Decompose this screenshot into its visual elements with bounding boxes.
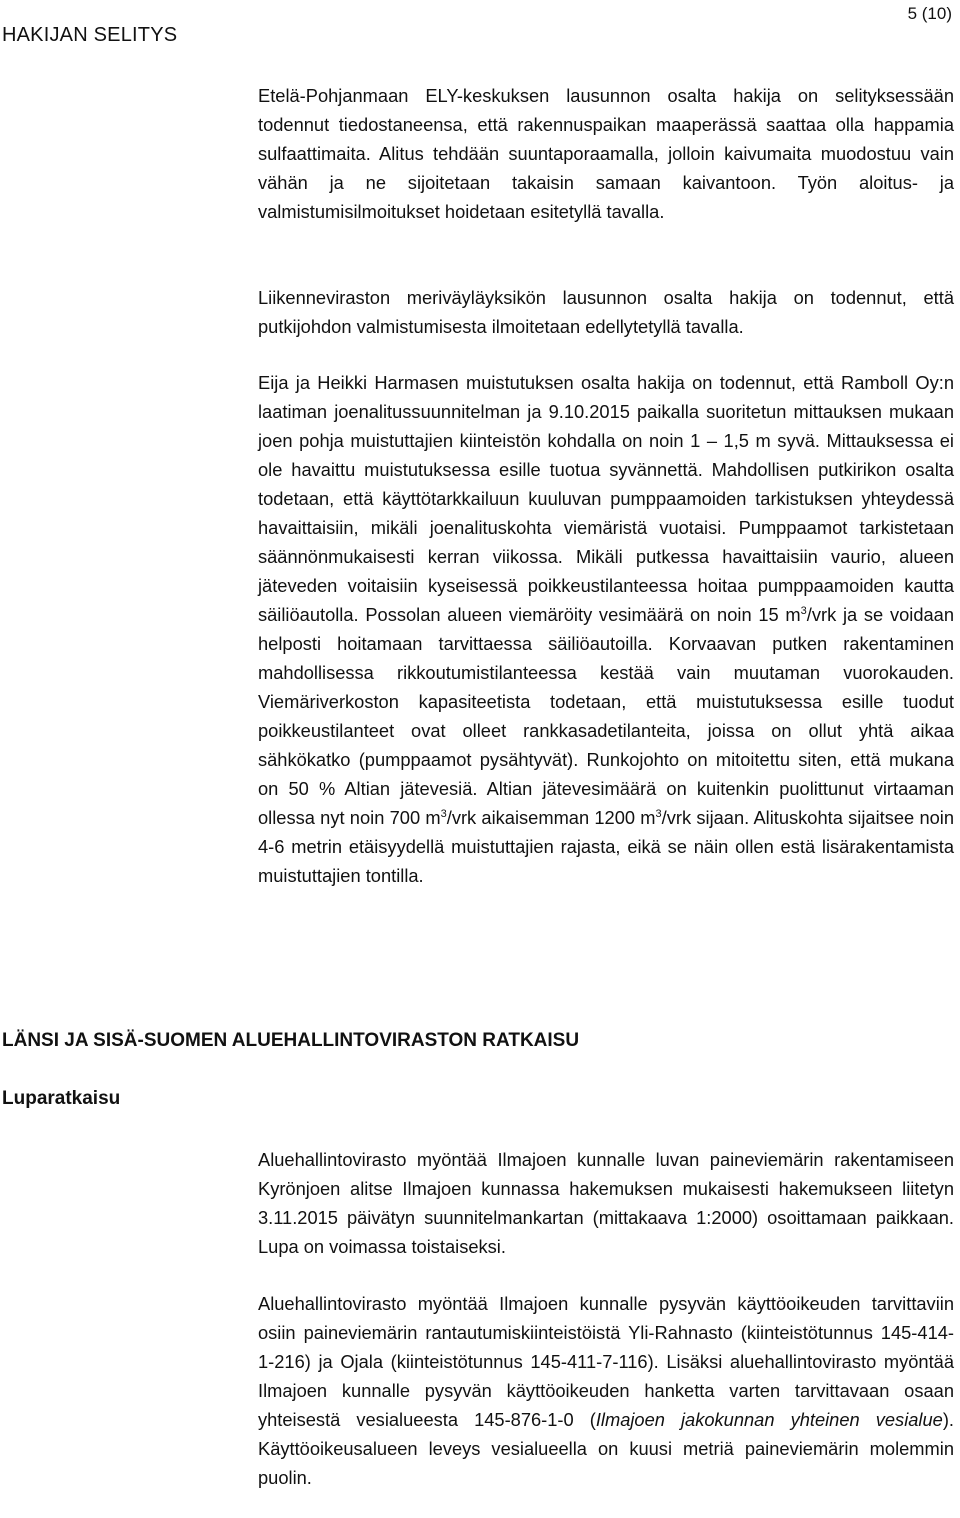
text-run: /vrk ja se voidaan helposti hoitamaan tarvittaessa säiliöautoilla. Korvaavan putken rakentaminen mahdollisessa rikkoutumistilanteessa kestää vain muutaman vuorokauden. Viemäriverkoston kapasiteetista todetaan, että muistutuksessa esille tuodut poikkeustilanteet ovat olleet rankkasadetilanteita, joissa on ollut yhtä aikaa sähkökatko (pumppaamot pysähtyvät). Runkojohto on mitoitettu siten, että mukana on 50 % Altian jätevesiä. Altian jätevesimäärä on kuitenkin puolittunut virtaaman ollessa nyt noin 700 m xyxy=(258,604,954,828)
text-run: ). Käyttöoikeusalueen leveys vesialueella on kuusi metriä paineviemärin molemmin puolin. xyxy=(258,1409,954,1488)
text-run: /vrk sijaan. Alituskohta sijaitsee noin 4-6 metrin etäisyydellä muistuttajien rajasta, eikä se näin ollen estä lisärakentamista muistuttajien tontilla. xyxy=(258,807,955,886)
document-section-title: HAKIJAN SELITYS xyxy=(2,24,178,46)
italic-text: Ilmajoen jakokunnan yhteinen vesialue xyxy=(595,1409,943,1430)
text-run: /vrk aikaisemman 1200 m xyxy=(446,807,656,828)
superscript: 3 xyxy=(800,604,807,617)
paragraph-liikennevirasto-statement: Liikenneviraston meriväyläyksikön lausunnon osalta hakija on todennut, että putkijohdon valmistumisesta ilmoitetaan edellytetyllä tavalla. xyxy=(258,287,954,337)
paragraph-ely-statement: Etelä-Pohjanmaan ELY-keskuksen lausunnon osalta hakija on selityksessään todennut tiedostaneensa, että rakennuspaikan maaperässä saattaa olla happamia sulfaattimaita. Alitus tehdään suuntaporaamalla, jolloin kaivumaita muodostuu vain vähän ja ne sijoitetaan takaisin samaan kaivantoon. Työn aloitus- ja valmistumisilmoitukset hoidetaan esitetyllä tavalla. xyxy=(258,85,954,222)
luparatkaisu-heading: Luparatkaisu xyxy=(2,1088,121,1109)
text-run: Eija ja Heikki Harmasen muistutuksen osalta hakija on todennut, että Ramboll Oy:n laatiman joenalitussuunnitelman ja 9.10.2015 paikalla suoritetun mittauksen mukaan joen pohja muistuttajien kiinteistön kohdalla on noin 1 – 1,5 m syvä. Mittauksessa ei ole havaittu muistutuksessa esille tuotua syvännettä. Mahdollisen putkirikon osalta todetaan, että käyttötarkkailuun kuuluvan pumppaamoiden tarkistuksen yhteydessä havaittaisiin, mikäli joenalituskohta viemäristä vuotaisi. Pumppaamot tarkistetaan säännönmukaisesti kerran viikossa. Mikäli putkessa havaittaisiin vaurio, alueen jäteveden voitaisiin kyseisessä poikkeustilanteessa hoitaa pumppaamoiden kautta säiliöautolla. Possolan alueen viemäröity vesimäärä on noin 15 m xyxy=(258,372,954,625)
page-number: 5 (10) xyxy=(907,4,952,23)
decision-heading: LÄNSI JA SISÄ-SUOMEN ALUEHALLINTOVIRASTON RATKAISU xyxy=(2,1030,580,1051)
paragraph-usage-right xyxy=(258,1289,954,1492)
superscript: 3 xyxy=(655,807,662,820)
superscript: 3 xyxy=(440,807,447,820)
paragraph-permit-decision: Aluehallintovirasto myöntää Ilmajoen kunnalle luvan paineviemärin rakentamiseen Kyrönjoen alitse Ilmajoen kunnassa hakemuksen mukaisesti hakemukseen liitetyn 3.11.2015 päivätyn suunnitelmankartan (mittakaava 1:2000) osoittamaan paikkaan. Lupa on voimassa toistaiseksi. xyxy=(258,1149,954,1257)
paragraph-harmanen-response xyxy=(258,368,954,890)
text-run: Aluehallintovirasto myöntää Ilmajoen kunnalle pysyvän käyttöoikeuden tarvittaviin osiin paineviemärin rantautumiskiinteistöistä Yli-Rahnasto (kiinteistötunnus 145-414-1-216) ja Ojala (kiinteistötunnus 145-411-7-116). Lisäksi aluehallintovirasto myöntää Ilmajoen kunnalle pysyvän käyttöoikeuden hanketta varten tarvittavaan osaan yhteisestä vesialueesta 145-876-1-0 ( xyxy=(258,1293,954,1430)
